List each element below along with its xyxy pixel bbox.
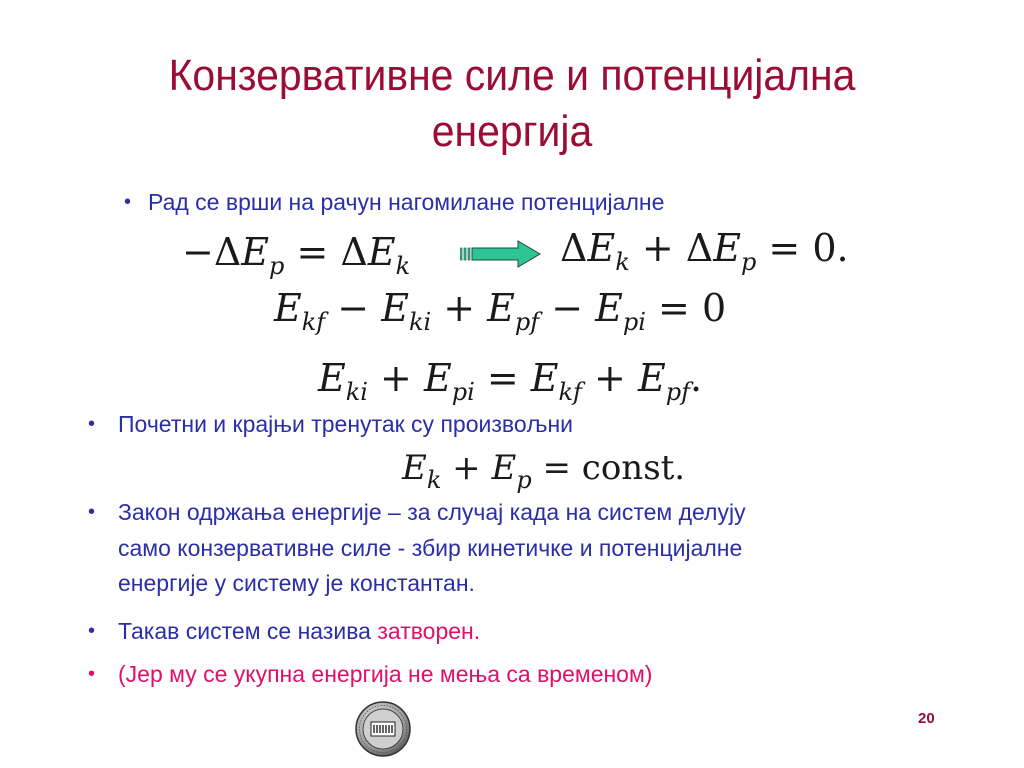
bullet-1-text: Рад се врши на рачун нагомилане потенцијалне bbox=[148, 189, 665, 215]
page-number: 20 bbox=[918, 710, 935, 727]
bullet-3-line-2: само конзервативне силе - збир кинетичке и потенцијалне bbox=[118, 535, 743, 561]
university-seal-logo bbox=[354, 700, 412, 758]
title-line-2: енергија bbox=[431, 107, 593, 156]
equation-1-left: $-\Delta E_p = \Delta E_k$ bbox=[182, 230, 411, 280]
bullet-marker: • bbox=[88, 501, 96, 523]
equation-3: $E_{ki} + E_{pi} = E_{kf} + E_{pf}$. bbox=[318, 356, 703, 406]
right-arrow-icon bbox=[460, 240, 542, 268]
bullet-4-text bbox=[118, 617, 480, 645]
bullet-marker: • bbox=[88, 663, 96, 685]
equation-2: $E_{kf} - E_{ki} + E_{pf} - E_{pi} = 0$ bbox=[274, 286, 727, 336]
title-line-1: Конзервативне силе и потенцијална bbox=[168, 51, 856, 100]
bullet-marker: • bbox=[88, 413, 96, 435]
bullet-3-line-1: Закон одржања енергије – за случај када на систем делују bbox=[118, 499, 746, 525]
bullet-3-line-3: енергије у систему је константан. bbox=[118, 570, 475, 596]
bullet-marker: • bbox=[88, 620, 96, 642]
bullet-4-prefix: Такав систем се назива bbox=[118, 618, 378, 644]
equation-4: $E_k + E_p$ = const. bbox=[402, 448, 686, 494]
slide-title bbox=[36, 48, 988, 160]
bullet-marker: • bbox=[124, 191, 132, 213]
bullet-4-highlight: затворен. bbox=[377, 618, 481, 644]
equation-1-right: $\Delta E_k + \Delta E_p = 0$. bbox=[560, 226, 849, 276]
bullet-5-text: (Јер му се укупна енергија не мења са временом) bbox=[118, 661, 653, 687]
bullet-2-text: Почетни и крајњи тренутак су произвољни bbox=[118, 411, 574, 437]
